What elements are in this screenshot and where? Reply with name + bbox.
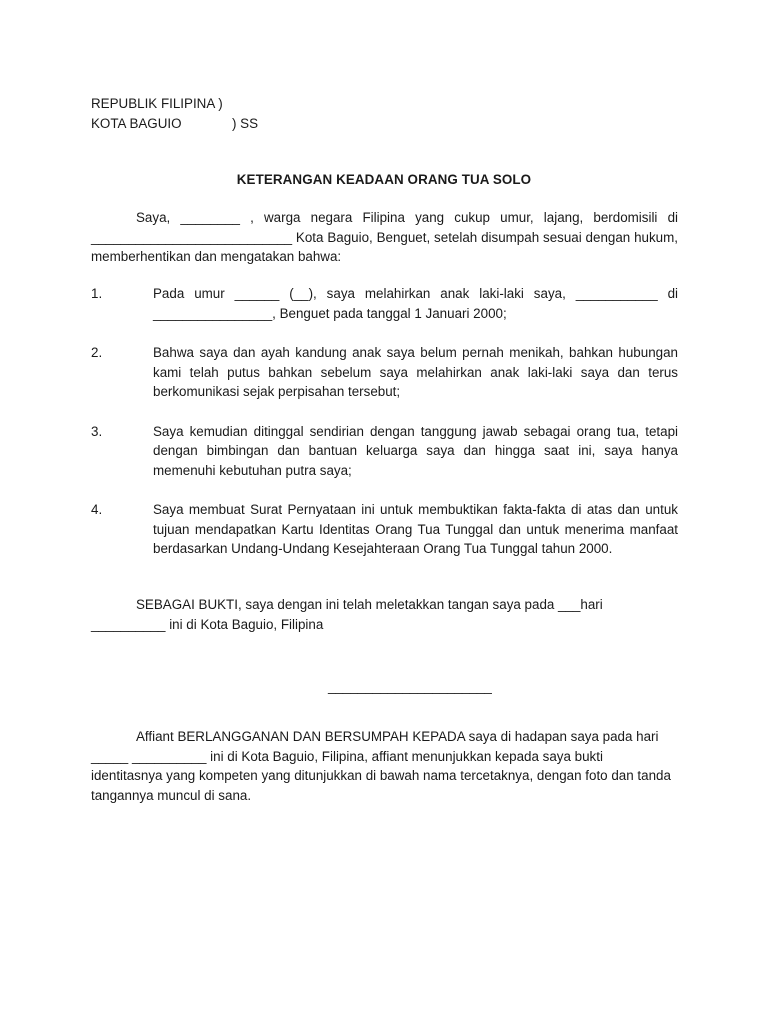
list-item-number: 3.: [91, 423, 103, 439]
list-item-text: Pada umur ______ (__), saya melahirkan anak laki-laki saya, ___________ di ________________, Benguet pada tanggal 1 Januari 2000;: [153, 286, 678, 321]
list-item: [91, 500, 678, 559]
venue-caption: [91, 94, 391, 134]
witness-paragraph: SEBAGAI BUKTI, saya dengan ini telah meletakkan tangan saya pada ___hari __________ ini di Kota Baguio, Filipina: [91, 597, 603, 632]
caption-country: REPUBLIK FILIPINA ): [91, 96, 223, 111]
signature-line: ______________________: [328, 679, 492, 694]
list-item: [91, 284, 678, 323]
list-item-number: 4.: [91, 502, 103, 517]
list-item-text: Bahwa saya dan ayah kandung anak saya belum pernah menikah, bahkan hubungan kami telah putus bahkan sebelum saya melahirkan anak laki-laki saya dan terus berkomunikasi sejak perpisahan tersebut;: [153, 345, 678, 399]
list-item: [91, 343, 678, 402]
list-item: [91, 422, 678, 481]
statement-list: [91, 284, 678, 579]
list-item-text: Saya membuat Surat Pernyataan ini untuk membuktikan fakta-fakta di atas dan untuk tujuan mendapatkan Kartu Identitas Orang Tua Tunggal dan untuk menerima manfaat berdasarkan Undang-Undang Kesejahteraan Orang Tua Tunggal tahun 2000.: [153, 502, 678, 556]
list-item-number: 2.: [91, 345, 103, 360]
caption-ss: ) SS: [232, 116, 259, 131]
list-item-number: 1.: [91, 286, 103, 301]
list-item-text: Saya kemudian ditinggal sendirian dengan tanggung jawab sebagai orang tua, tetapi dengan bimbingan dan bantuan keluarga saya dan hingga saat ini, saya hanya memenuhi kebutuhan putra saya;: [153, 423, 678, 478]
document-title: KETERANGAN KEADAAN ORANG TUA SOLO: [236, 172, 532, 187]
jurat-paragraph: Affiant BERLANGGANAN DAN BERSUMPAH KEPADA saya di hadapan saya pada hari _____ __________ ini di Kota Baguio, Filipina, affiant menunjukkan kepada saya bukti identitasnya yang kompeten yang ditunjukkan di bawah nama tercetaknya, dengan foto dan tanda tangannya muncul di sana.: [91, 729, 671, 803]
caption-city: KOTA BAGUIO: [91, 116, 182, 131]
caption-row-city: [91, 114, 391, 134]
intro-paragraph: Saya, ________ , warga negara Filipina yang cukup umur, lajang, berdomisili di ___________________________ Kota Baguio, Benguet, setelah disumpah sesuai dengan hukum, memberhentikan dan mengatakan bahwa:: [91, 210, 678, 264]
caption-row-country: [91, 94, 391, 114]
